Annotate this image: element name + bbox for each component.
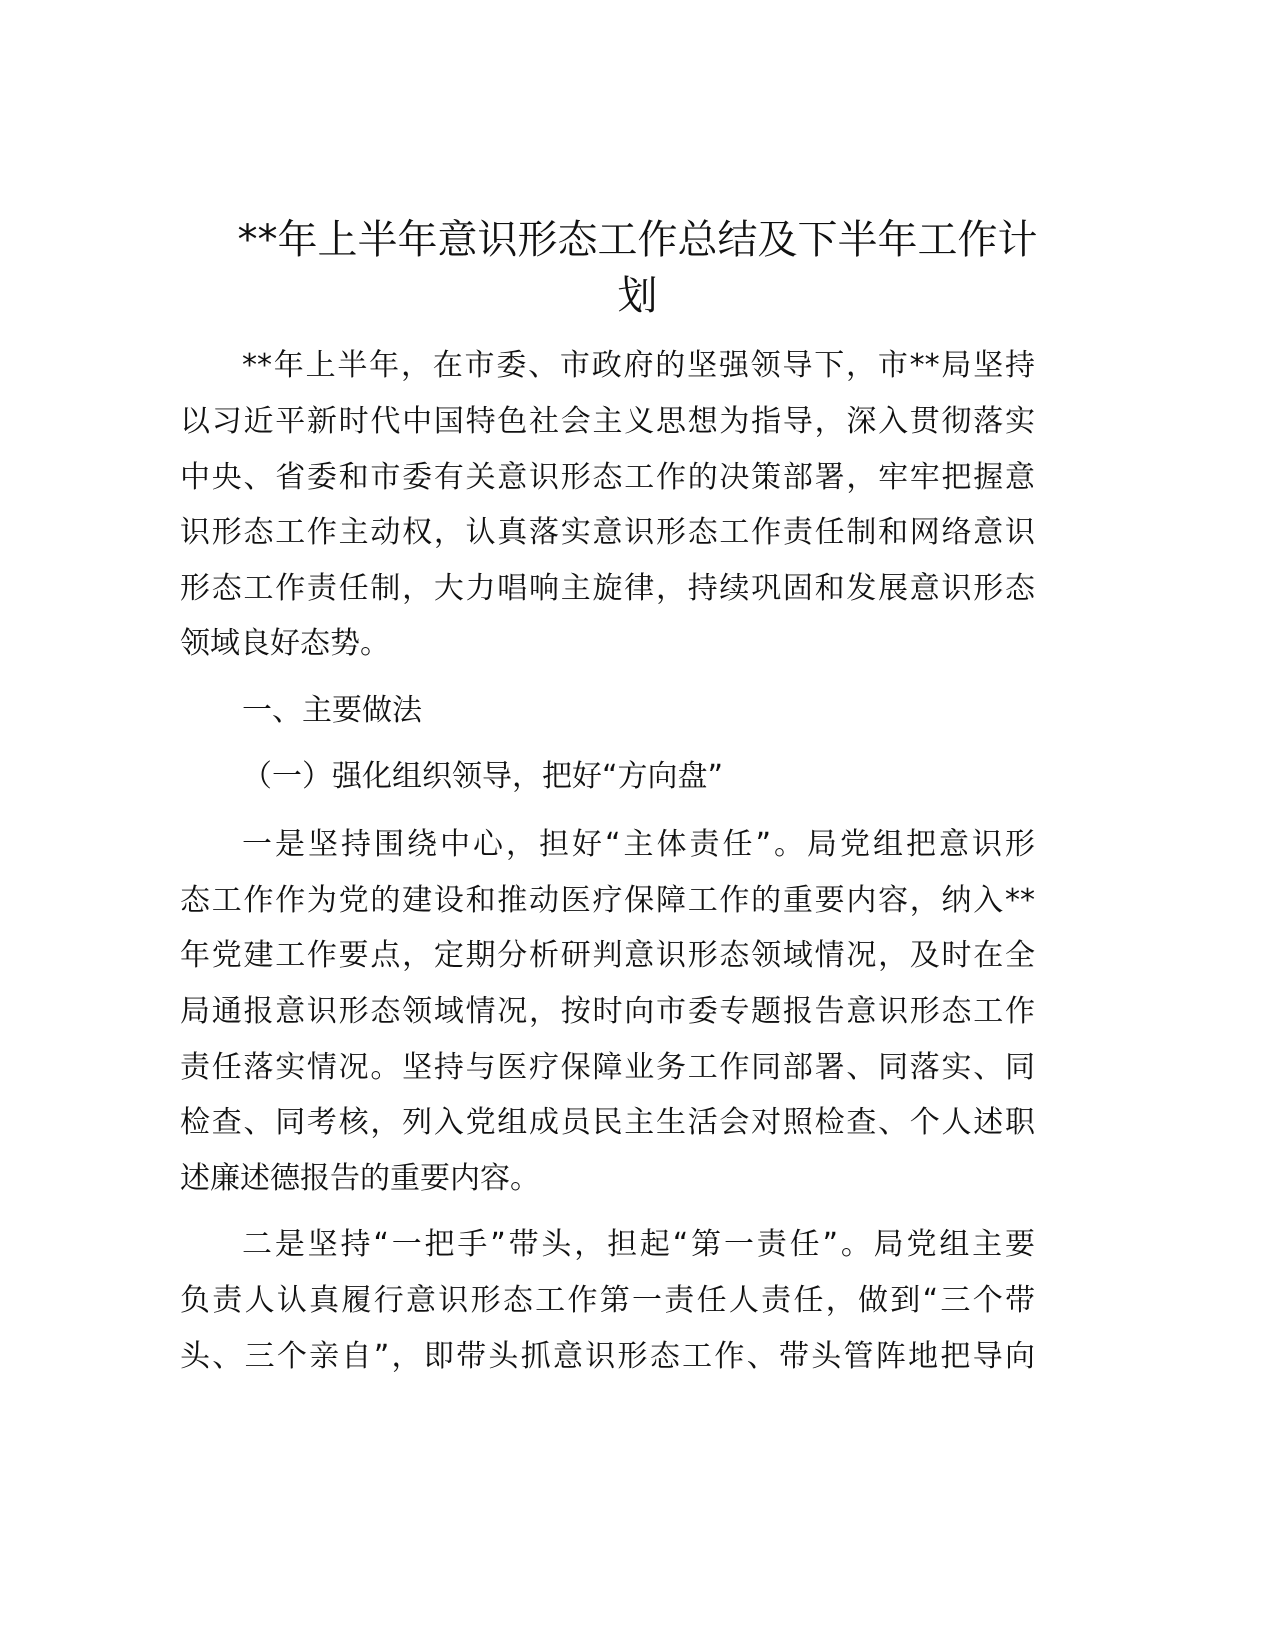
paragraph-line: 形态工作责任制，大力唱响主旋律，持续巩固和发展意识形态 bbox=[180, 571, 1035, 606]
paragraph-line: 以习近平新时代中国特色社会主义思想为指导，深入贯彻落实 bbox=[180, 404, 1035, 439]
paragraph-line: 局通报意识形态领域情况，按时向市委专题报告意识形态工作 bbox=[180, 994, 1035, 1029]
paragraph-line: 述廉述德报告的重要内容。 bbox=[180, 1161, 540, 1196]
document-title-line-2: 划 bbox=[617, 273, 658, 319]
paragraph-line: 一是坚持围绕中心，担好“主体责任”。局党组把意识形 bbox=[242, 827, 1035, 862]
paragraph-line: 识形态工作主动权，认真落实意识形态工作责任制和网络意识 bbox=[180, 515, 1035, 550]
paragraph-line: 领域良好态势。 bbox=[180, 626, 390, 661]
paragraph-line: 头、三个亲自”，即带头抓意识形态工作、带头管阵地把导向 bbox=[180, 1339, 1035, 1374]
paragraph-line: 态工作作为党的建设和推动医疗保障工作的重要内容，纳入** bbox=[180, 883, 1035, 918]
paragraph-line: 年党建工作要点，定期分析研判意识形态领域情况，及时在全 bbox=[180, 938, 1035, 973]
paragraph-line: 负责人认真履行意识形态工作第一责任人责任，做到“三个带 bbox=[180, 1283, 1035, 1318]
paragraph-line: 责任落实情况。坚持与医疗保障业务工作同部署、同落实、同 bbox=[180, 1050, 1035, 1085]
document-title-line-1: **年上半年意识形态工作总结及下半年工作计 bbox=[237, 217, 1038, 263]
paragraph-line: 二是坚持“一把手”带头，担起“第一责任”。局党组主要 bbox=[242, 1227, 1035, 1262]
subsection-heading: （一）强化组织领导，把好“方向盘” bbox=[242, 759, 724, 794]
section-heading: 一、主要做法 bbox=[242, 693, 422, 728]
paragraph-line: 检查、同考核，列入党组成员民主生活会对照检查、个人述职 bbox=[180, 1105, 1035, 1140]
paragraph-line: 中央、省委和市委有关意识形态工作的决策部署，牢牢把握意 bbox=[180, 460, 1035, 495]
paragraph-line: **年上半年，在市委、市政府的坚强领导下，市**局坚持 bbox=[242, 348, 1035, 383]
